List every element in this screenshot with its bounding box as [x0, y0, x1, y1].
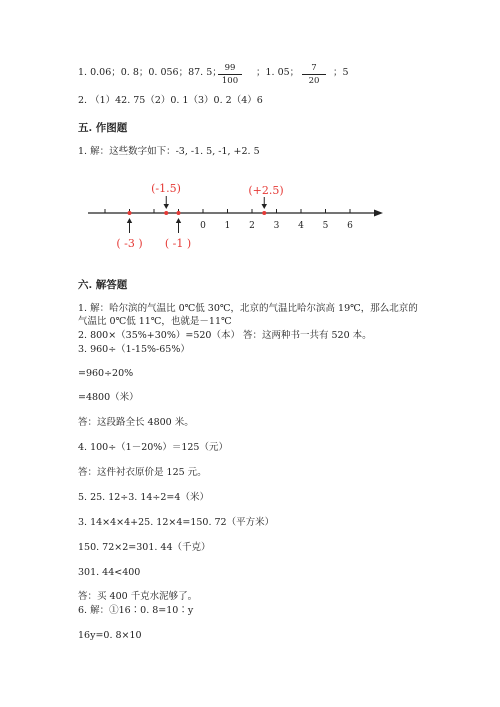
- answer-6-line: =960÷20%: [78, 368, 134, 379]
- label-minus-3: ( -3 ): [116, 237, 143, 250]
- answer-6-line: 150. 72×2=301. 44（千克）: [78, 542, 211, 553]
- fraction-7-20: [302, 63, 326, 86]
- answer-4-1-part3: ；5: [333, 67, 349, 78]
- tick-label-2: 2: [249, 221, 255, 231]
- tick-label-6: 6: [347, 221, 353, 231]
- tick-label-1: 1: [224, 221, 231, 231]
- answer-6-line: 答：这件衬衣原价是 125 元。: [78, 467, 207, 478]
- point-plus-2-5: [262, 211, 266, 215]
- fraction-numerator: 7: [302, 63, 326, 75]
- section-6-title: 六. 解答题: [78, 279, 128, 291]
- fraction-denominator: 20: [308, 76, 320, 86]
- answer-6-line: 2. 800×（35%+30%）=520（本） 答：这两种书一共有 520 本。: [78, 330, 372, 341]
- answer-6-line: 气温比 0℃低 11℃，也就是－11℃: [78, 316, 232, 327]
- answer-6-line: 1. 解：哈尔滨的气温比 0℃低 30℃，北京的气温比哈尔滨高 19℃，那么北京的: [78, 303, 418, 314]
- label-minus-1-5: (-1.5): [151, 182, 181, 195]
- answer-6-line: 5. 25. 12÷3. 14÷2=4（米）: [78, 492, 209, 503]
- tick-label-4: 4: [298, 221, 304, 231]
- answer-6-line: =4800（米）: [78, 392, 139, 403]
- answer-6-line: 4. 100÷（1－20%）＝125（元）: [78, 442, 228, 453]
- number-line-arrowhead: [374, 210, 383, 217]
- section-5-title: 五. 作图题: [78, 122, 128, 134]
- answer-6-line: 301. 44<400: [78, 567, 141, 578]
- arrowhead-up: [127, 218, 132, 223]
- tick-label-3: 3: [273, 221, 280, 231]
- answer-6-line: 3. 960÷（1-15%-65%）: [78, 344, 190, 355]
- fraction-numerator: 99: [218, 63, 242, 75]
- answer-6-line: 16y=0. 8×10: [78, 630, 142, 641]
- tick-label-5: 5: [322, 221, 329, 231]
- label-plus-2-5: (+2.5): [248, 184, 284, 197]
- answer-4-1-part1: 1. 0.06；0. 8；0. 056；87. 5；: [78, 67, 222, 78]
- label-minus-1: ( -1 ): [164, 237, 192, 250]
- arrowhead-down: [164, 204, 170, 209]
- answer-5-1: 1. 解：这些数字如下：-3, -1. 5, -1, +2. 5: [78, 146, 260, 157]
- answer-6-line: 答：买 400 千克水泥够了。: [78, 591, 198, 602]
- arrowhead-down: [262, 204, 268, 209]
- answer-6-line: 6. 解：①16∶0. 8=10∶y: [78, 605, 194, 616]
- point-minus-1: [177, 211, 181, 215]
- answer-6-line: 答：这段路全长 4800 米。: [78, 417, 194, 428]
- answer-4-1-part2: ；1. 05；: [256, 67, 300, 78]
- point-minus-1-5: [164, 211, 168, 215]
- point-minus-3: [128, 211, 132, 215]
- number-line-diagram: [0, 175, 500, 255]
- tick-marks: [105, 209, 350, 213]
- fraction-denominator: 100: [221, 76, 239, 86]
- fraction-99-100: [218, 63, 242, 86]
- answer-6-line: 3. 14×4×4+25. 12×4=150. 72（平方米）: [78, 517, 275, 528]
- tick-label-0: 0: [200, 221, 206, 231]
- arrowhead-up: [176, 218, 181, 223]
- answer-4-2: 2. （1）42. 75（2）0. 1（3）0. 2（4）6: [78, 95, 263, 106]
